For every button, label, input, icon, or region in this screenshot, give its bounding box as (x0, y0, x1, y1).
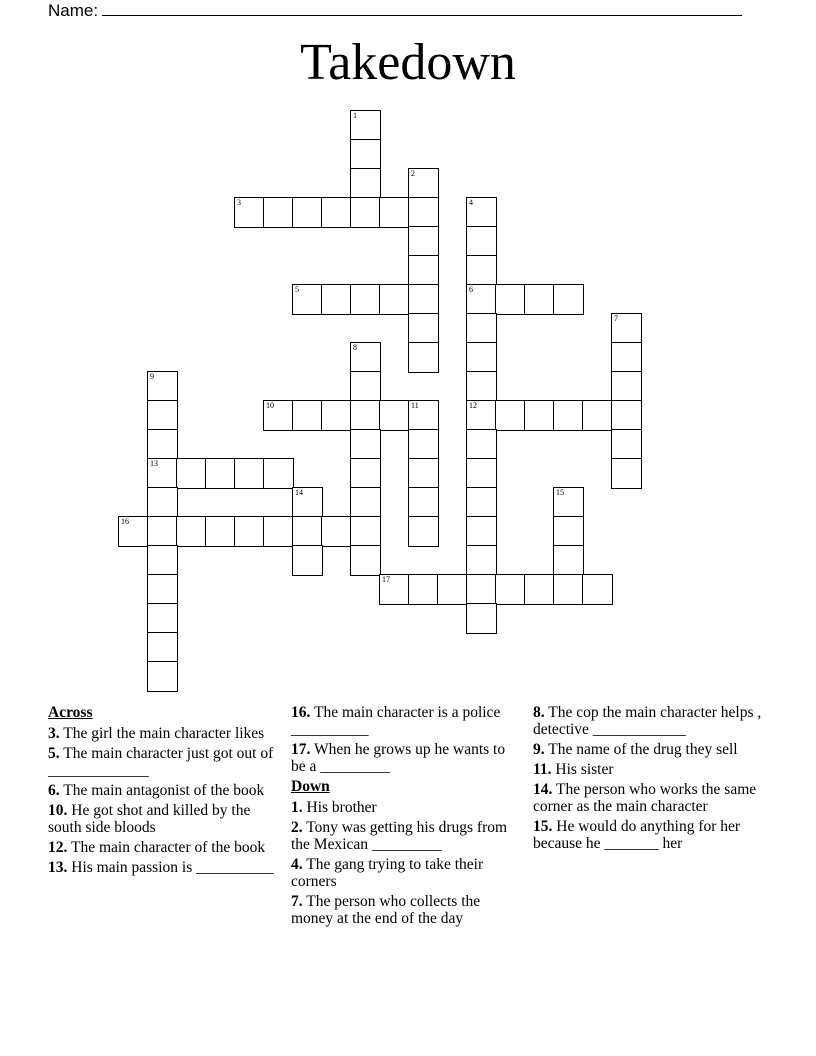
grid-cell[interactable] (321, 400, 352, 431)
grid-cell[interactable] (205, 516, 236, 547)
grid-cell[interactable] (582, 574, 613, 605)
clue-across-16: 16. The main character is a police __________ (291, 704, 501, 738)
grid-cell[interactable] (466, 458, 497, 489)
clues-column-2 (291, 704, 521, 930)
clue-number: 14 (295, 488, 303, 497)
grid-cell[interactable] (466, 574, 497, 605)
grid-cell[interactable] (350, 371, 381, 402)
clue-down-15: 15. He would do anything for her because he _______ her (533, 818, 741, 852)
grid-cell[interactable] (292, 197, 323, 228)
grid-cell[interactable] (466, 545, 497, 576)
grid-cell[interactable] (147, 429, 178, 460)
grid-cell[interactable] (553, 516, 584, 547)
grid-cell[interactable] (350, 139, 381, 170)
grid-cell[interactable] (408, 342, 439, 373)
clue-number: 12 (469, 401, 477, 410)
clue-number: 6 (469, 285, 473, 294)
grid-cell[interactable] (350, 342, 381, 373)
clue-number: 4 (469, 198, 473, 207)
clue-down-14: 14. The person who works the same corner as the main character (533, 781, 757, 815)
grid-cell[interactable] (466, 342, 497, 373)
grid-cell[interactable] (408, 313, 439, 344)
grid-cell[interactable] (408, 574, 439, 605)
grid-cell[interactable] (466, 400, 497, 431)
grid-cell[interactable] (147, 516, 178, 547)
grid-cell[interactable] (147, 574, 178, 605)
grid-cell[interactable] (234, 197, 265, 228)
clue-down-1: 1. His brother (291, 799, 377, 816)
grid-cell[interactable] (147, 458, 178, 489)
grid-cell[interactable] (524, 400, 555, 431)
grid-cell[interactable] (466, 603, 497, 634)
grid-cell[interactable] (234, 458, 265, 489)
grid-cell[interactable] (466, 226, 497, 257)
grid-cell[interactable] (234, 516, 265, 547)
clue-number: 16 (121, 517, 129, 526)
clue-across-3: 3. The girl the main character likes (48, 725, 265, 742)
grid-cell[interactable] (205, 458, 236, 489)
grid-cell[interactable] (553, 574, 584, 605)
grid-cell[interactable] (408, 226, 439, 257)
grid-cell[interactable] (466, 371, 497, 402)
clue-number: 7 (614, 314, 618, 323)
clue-down-9: 9. The name of the drug they sell (533, 741, 738, 758)
grid-cell[interactable] (408, 458, 439, 489)
grid-cell[interactable] (379, 400, 410, 431)
clue-down-7: 7. The person who collects the money at the end of the day (291, 893, 481, 927)
clue-number: 2 (411, 169, 415, 178)
grid-cell[interactable] (466, 313, 497, 344)
grid-cell[interactable] (350, 197, 381, 228)
grid-cell[interactable] (350, 429, 381, 460)
grid-cell[interactable] (611, 429, 642, 460)
grid-cell[interactable] (350, 400, 381, 431)
grid-cell[interactable] (147, 400, 178, 431)
grid-cell[interactable] (408, 487, 439, 518)
grid-cell[interactable] (582, 400, 613, 431)
grid-cell[interactable] (350, 458, 381, 489)
grid-cell[interactable] (263, 516, 294, 547)
clue-number: 13 (150, 459, 158, 468)
grid-cell[interactable] (408, 197, 439, 228)
grid-cell[interactable] (350, 168, 381, 199)
grid-cell[interactable] (408, 429, 439, 460)
name-label: Name: (48, 1, 99, 20)
grid-cell[interactable] (553, 487, 584, 518)
grid-cell[interactable] (466, 516, 497, 547)
grid-cell[interactable] (611, 458, 642, 489)
grid-cell[interactable] (495, 400, 526, 431)
grid-cell[interactable] (466, 255, 497, 286)
grid-cell[interactable] (611, 313, 642, 344)
grid-cell[interactable] (292, 516, 323, 547)
grid-cell[interactable] (147, 603, 178, 634)
grid-cell[interactable] (611, 371, 642, 402)
clue-across-5: 5. The main character just got out of _____________ (48, 745, 274, 779)
grid-cell[interactable] (263, 458, 294, 489)
grid-cell[interactable] (263, 197, 294, 228)
grid-cell[interactable] (147, 545, 178, 576)
grid-cell[interactable] (379, 284, 410, 315)
grid-cell[interactable] (350, 110, 381, 141)
grid-cell[interactable] (611, 400, 642, 431)
clue-down-11: 11. His sister (533, 761, 614, 778)
grid-cell[interactable] (379, 574, 410, 605)
clue-down-8: 8. The cop the main character helps , detective ____________ (533, 704, 762, 738)
clue-number: 15 (556, 488, 564, 497)
grid-cell[interactable] (379, 197, 410, 228)
grid-cell[interactable] (321, 197, 352, 228)
grid-cell[interactable] (292, 487, 323, 518)
clue-number: 9 (150, 372, 154, 381)
clue-across-13: 13. His main passion is __________ (48, 859, 274, 876)
clue-down-2: 2. Tony was getting his drugs from the Mexican _________ (291, 819, 508, 853)
grid-cell[interactable] (292, 545, 323, 576)
grid-cell[interactable] (147, 371, 178, 402)
grid-cell[interactable] (350, 516, 381, 547)
grid-cell[interactable] (466, 429, 497, 460)
grid-cell[interactable] (524, 284, 555, 315)
grid-cell[interactable] (321, 516, 352, 547)
grid-cell[interactable] (408, 284, 439, 315)
grid-cell[interactable] (292, 284, 323, 315)
clues-column-1 (48, 704, 278, 879)
clue-down-4: 4. The gang trying to take their corners (291, 856, 484, 890)
grid-cell[interactable] (321, 284, 352, 315)
grid-cell[interactable] (466, 487, 497, 518)
clue-across-12: 12. The main character of the book (48, 839, 266, 856)
grid-cell[interactable] (524, 574, 555, 605)
grid-cell[interactable] (147, 661, 178, 692)
grid-cell[interactable] (495, 284, 526, 315)
grid-cell[interactable] (611, 342, 642, 373)
grid-cell[interactable] (118, 516, 149, 547)
grid-cell[interactable] (147, 487, 178, 518)
grid-cell[interactable] (466, 197, 497, 228)
across-heading: Across (48, 704, 93, 721)
grid-cell[interactable] (176, 458, 207, 489)
clue-number: 11 (411, 401, 419, 410)
grid-cell[interactable] (350, 545, 381, 576)
down-heading: Down (291, 778, 330, 795)
grid-cell[interactable] (553, 284, 584, 315)
grid-cell[interactable] (466, 284, 497, 315)
clue-number: 1 (353, 111, 357, 120)
grid-cell[interactable] (350, 284, 381, 315)
clue-across-10: 10. He got shot and killed by the south side bloods (48, 802, 251, 836)
grid-cell[interactable] (553, 400, 584, 431)
grid-cell[interactable] (147, 632, 178, 663)
grid-cell[interactable] (176, 516, 207, 547)
clues-column-3 (533, 704, 763, 855)
grid-cell[interactable] (408, 516, 439, 547)
clue-number: 10 (266, 401, 274, 410)
grid-cell[interactable] (350, 487, 381, 518)
grid-cell[interactable] (408, 168, 439, 199)
clue-number: 5 (295, 285, 299, 294)
clue-number: 17 (382, 575, 390, 584)
clue-across-6: 6. The main antagonist of the book (48, 782, 265, 799)
grid-cell[interactable] (408, 400, 439, 431)
clue-across-17: 17. When he grows up he wants to be a _________ (291, 741, 506, 775)
grid-cell[interactable] (437, 574, 468, 605)
grid-cell[interactable] (495, 574, 526, 605)
grid-cell[interactable] (292, 400, 323, 431)
grid-cell[interactable] (408, 255, 439, 286)
grid-cell[interactable] (553, 545, 584, 576)
grid-cell[interactable] (263, 400, 294, 431)
puzzle-title: Takedown (300, 34, 516, 91)
clue-number: 8 (353, 343, 357, 352)
clue-number: 3 (237, 198, 241, 207)
